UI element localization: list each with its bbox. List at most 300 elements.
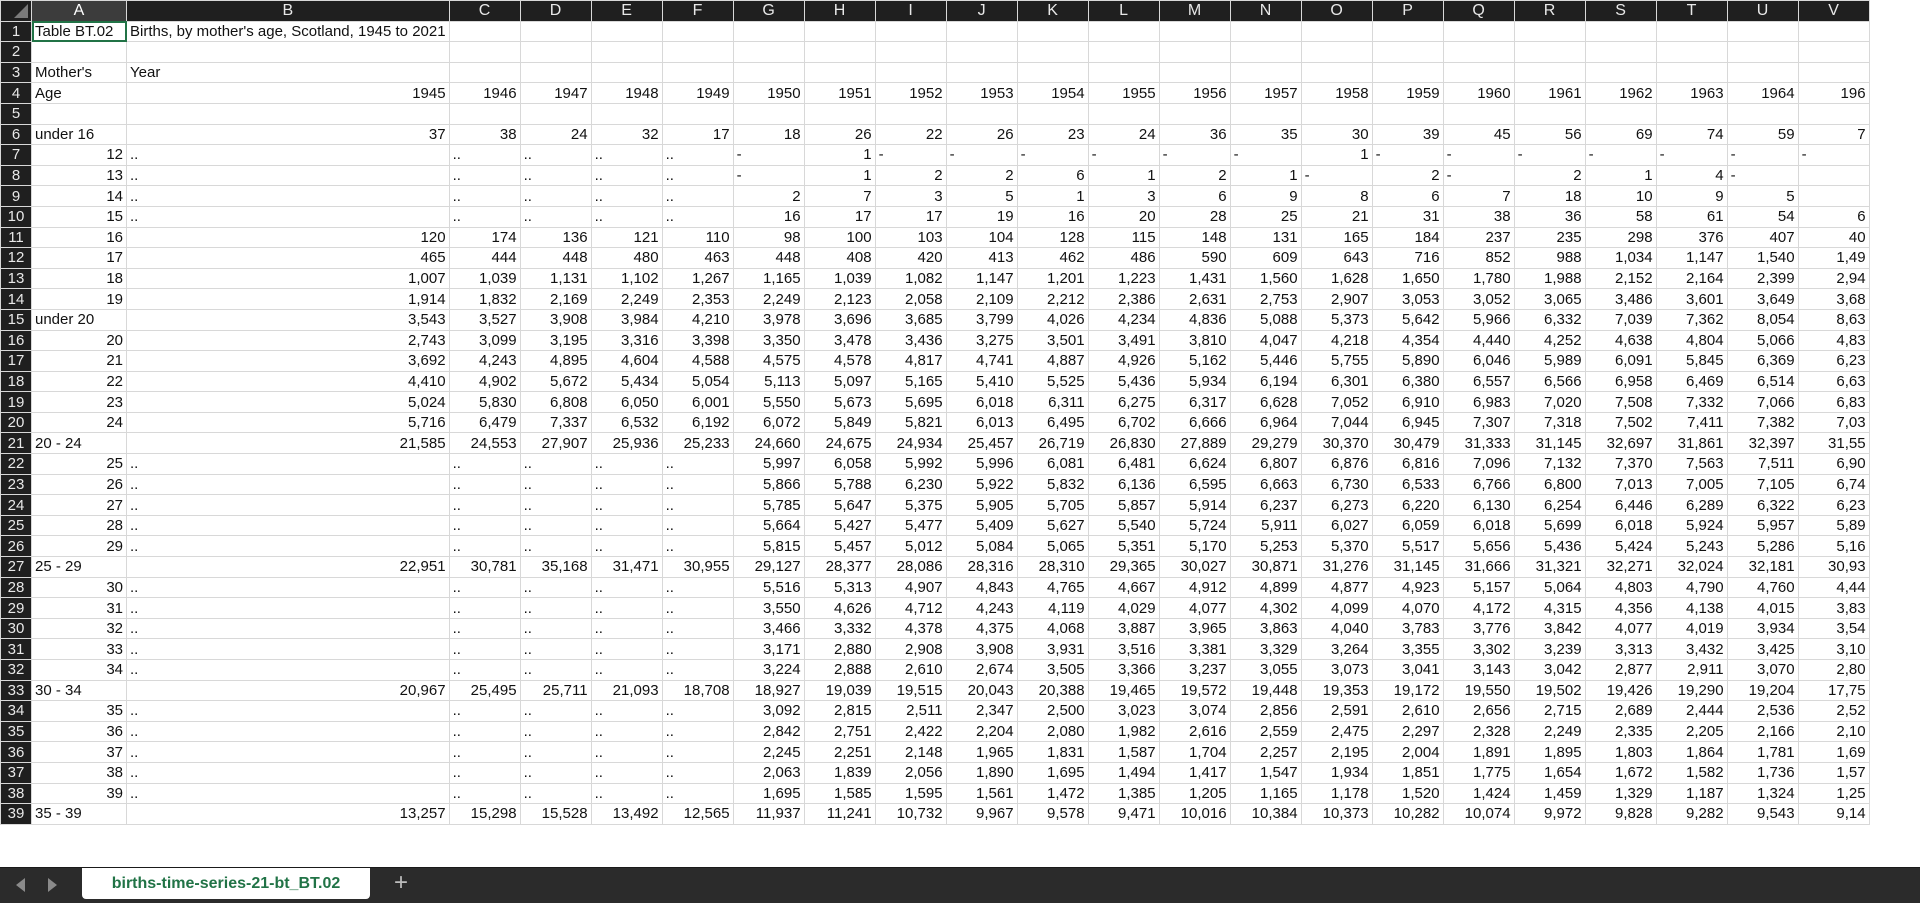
cell-a9[interactable]: 14	[32, 186, 127, 207]
cell-o39[interactable]: 10,373	[1301, 804, 1372, 825]
cell-a2[interactable]	[32, 42, 127, 63]
cell-k9[interactable]: 1	[1017, 186, 1088, 207]
cell-i2[interactable]	[875, 42, 946, 63]
cell-p19[interactable]: 6,910	[1372, 392, 1443, 413]
cell-b11[interactable]: 120	[127, 227, 450, 248]
cell-j26[interactable]: 5,084	[946, 536, 1017, 557]
cell-o14[interactable]: 2,907	[1301, 289, 1372, 310]
cell-q3[interactable]	[1443, 62, 1514, 83]
cell-s34[interactable]: 2,689	[1585, 701, 1656, 722]
cell-b5[interactable]	[127, 103, 450, 124]
cell-n17[interactable]: 5,446	[1230, 351, 1301, 372]
cell-o28[interactable]: 4,877	[1301, 577, 1372, 598]
cell-k8[interactable]: 6	[1017, 165, 1088, 186]
cell-u6[interactable]: 59	[1727, 124, 1798, 145]
column-header-h[interactable]: H	[804, 1, 875, 22]
cell-a34[interactable]: 35	[32, 701, 127, 722]
cell-k35[interactable]: 2,080	[1017, 721, 1088, 742]
cell-t27[interactable]: 32,024	[1656, 557, 1727, 578]
cell-h30[interactable]: 3,332	[804, 618, 875, 639]
cell-c2[interactable]	[449, 42, 520, 63]
cell-o17[interactable]: 5,755	[1301, 351, 1372, 372]
cell-h38[interactable]: 1,585	[804, 783, 875, 804]
cell-t19[interactable]: 7,332	[1656, 392, 1727, 413]
cell-k3[interactable]	[1017, 62, 1088, 83]
cell-m3[interactable]	[1159, 62, 1230, 83]
cell-k25[interactable]: 5,627	[1017, 515, 1088, 536]
cell-n35[interactable]: 2,559	[1230, 721, 1301, 742]
cell-k15[interactable]: 4,026	[1017, 309, 1088, 330]
cell-q14[interactable]: 3,052	[1443, 289, 1514, 310]
cell-m32[interactable]: 3,237	[1159, 660, 1230, 681]
cell-p11[interactable]: 184	[1372, 227, 1443, 248]
cell-n14[interactable]: 2,753	[1230, 289, 1301, 310]
cell-i8[interactable]: 2	[875, 165, 946, 186]
cell-b17[interactable]: 3,692	[127, 351, 450, 372]
cell-a8[interactable]: 13	[32, 165, 127, 186]
cell-r34[interactable]: 2,715	[1514, 701, 1585, 722]
cell-n11[interactable]: 131	[1230, 227, 1301, 248]
cell-p38[interactable]: 1,520	[1372, 783, 1443, 804]
cell-o6[interactable]: 30	[1301, 124, 1372, 145]
cell-j30[interactable]: 4,375	[946, 618, 1017, 639]
cell-h19[interactable]: 5,673	[804, 392, 875, 413]
cell-e36[interactable]: ..	[591, 742, 662, 763]
cell-q2[interactable]	[1443, 42, 1514, 63]
cell-f26[interactable]: ..	[662, 536, 733, 557]
cell-d1[interactable]	[520, 21, 591, 42]
cell-c8[interactable]: ..	[449, 165, 520, 186]
cell-m10[interactable]: 28	[1159, 206, 1230, 227]
cell-o23[interactable]: 6,730	[1301, 474, 1372, 495]
cell-v13[interactable]: 2,94	[1798, 268, 1869, 289]
cell-d39[interactable]: 15,528	[520, 804, 591, 825]
cell-i17[interactable]: 4,817	[875, 351, 946, 372]
cell-h14[interactable]: 2,123	[804, 289, 875, 310]
cell-o27[interactable]: 31,276	[1301, 557, 1372, 578]
cell-v24[interactable]: 6,23	[1798, 495, 1869, 516]
cell-s21[interactable]: 32,697	[1585, 433, 1656, 454]
cell-g19[interactable]: 5,550	[733, 392, 804, 413]
cell-m7[interactable]: -	[1159, 145, 1230, 166]
cell-b36[interactable]: ..	[127, 742, 450, 763]
cell-g21[interactable]: 24,660	[733, 433, 804, 454]
cell-j11[interactable]: 104	[946, 227, 1017, 248]
cell-k30[interactable]: 4,068	[1017, 618, 1088, 639]
cell-d32[interactable]: ..	[520, 660, 591, 681]
cell-p18[interactable]: 6,380	[1372, 371, 1443, 392]
column-header-c[interactable]: C	[449, 1, 520, 22]
cell-o20[interactable]: 7,044	[1301, 412, 1372, 433]
cell-p16[interactable]: 4,354	[1372, 330, 1443, 351]
cell-e38[interactable]: ..	[591, 783, 662, 804]
previous-sheet-icon[interactable]	[16, 878, 25, 892]
cell-i30[interactable]: 4,378	[875, 618, 946, 639]
cell-c4[interactable]: 1946	[449, 83, 520, 104]
cell-t22[interactable]: 7,563	[1656, 454, 1727, 475]
cell-s4[interactable]: 1962	[1585, 83, 1656, 104]
cell-h16[interactable]: 3,478	[804, 330, 875, 351]
cell-s26[interactable]: 5,424	[1585, 536, 1656, 557]
cell-t23[interactable]: 7,005	[1656, 474, 1727, 495]
cell-q23[interactable]: 6,766	[1443, 474, 1514, 495]
cell-i18[interactable]: 5,165	[875, 371, 946, 392]
cell-l38[interactable]: 1,385	[1088, 783, 1159, 804]
cell-u29[interactable]: 4,015	[1727, 598, 1798, 619]
cell-b18[interactable]: 4,410	[127, 371, 450, 392]
cell-q17[interactable]: 6,046	[1443, 351, 1514, 372]
cell-j34[interactable]: 2,347	[946, 701, 1017, 722]
cell-a22[interactable]: 25	[32, 454, 127, 475]
cell-g2[interactable]	[733, 42, 804, 63]
cell-b34[interactable]: ..	[127, 701, 450, 722]
cell-t34[interactable]: 2,444	[1656, 701, 1727, 722]
cell-i33[interactable]: 19,515	[875, 680, 946, 701]
cell-c10[interactable]: ..	[449, 206, 520, 227]
cell-u7[interactable]: -	[1727, 145, 1798, 166]
cell-u12[interactable]: 1,540	[1727, 248, 1798, 269]
cell-r18[interactable]: 6,566	[1514, 371, 1585, 392]
cell-j19[interactable]: 6,018	[946, 392, 1017, 413]
cell-a3[interactable]: Mother's	[32, 62, 127, 83]
cell-u24[interactable]: 6,322	[1727, 495, 1798, 516]
cell-n25[interactable]: 5,911	[1230, 515, 1301, 536]
cell-e29[interactable]: ..	[591, 598, 662, 619]
cell-d21[interactable]: 27,907	[520, 433, 591, 454]
cell-d27[interactable]: 35,168	[520, 557, 591, 578]
cell-c36[interactable]: ..	[449, 742, 520, 763]
cell-e30[interactable]: ..	[591, 618, 662, 639]
cell-l12[interactable]: 486	[1088, 248, 1159, 269]
cell-m15[interactable]: 4,836	[1159, 309, 1230, 330]
cell-d13[interactable]: 1,131	[520, 268, 591, 289]
cell-k12[interactable]: 462	[1017, 248, 1088, 269]
cell-l6[interactable]: 24	[1088, 124, 1159, 145]
cell-o15[interactable]: 5,373	[1301, 309, 1372, 330]
cell-v31[interactable]: 3,10	[1798, 639, 1869, 660]
cell-e31[interactable]: ..	[591, 639, 662, 660]
cell-n9[interactable]: 9	[1230, 186, 1301, 207]
cell-n10[interactable]: 25	[1230, 206, 1301, 227]
row-header[interactable]: 27	[1, 557, 32, 578]
cell-v39[interactable]: 9,14	[1798, 804, 1869, 825]
cell-a35[interactable]: 36	[32, 721, 127, 742]
cell-o7[interactable]: 1	[1301, 145, 1372, 166]
cell-f2[interactable]	[662, 42, 733, 63]
column-header-m[interactable]: M	[1159, 1, 1230, 22]
cell-h27[interactable]: 28,377	[804, 557, 875, 578]
cell-i15[interactable]: 3,685	[875, 309, 946, 330]
cell-k36[interactable]: 1,831	[1017, 742, 1088, 763]
cell-g14[interactable]: 2,249	[733, 289, 804, 310]
cell-h11[interactable]: 100	[804, 227, 875, 248]
cell-f16[interactable]: 3,398	[662, 330, 733, 351]
cell-t24[interactable]: 6,289	[1656, 495, 1727, 516]
cell-n12[interactable]: 609	[1230, 248, 1301, 269]
cell-g25[interactable]: 5,664	[733, 515, 804, 536]
cell-k22[interactable]: 6,081	[1017, 454, 1088, 475]
cell-h34[interactable]: 2,815	[804, 701, 875, 722]
cell-h9[interactable]: 7	[804, 186, 875, 207]
row-header[interactable]: 25	[1, 515, 32, 536]
cell-g17[interactable]: 4,575	[733, 351, 804, 372]
cell-m23[interactable]: 6,595	[1159, 474, 1230, 495]
cell-o21[interactable]: 30,370	[1301, 433, 1372, 454]
cell-p39[interactable]: 10,282	[1372, 804, 1443, 825]
cell-f32[interactable]: ..	[662, 660, 733, 681]
cell-b30[interactable]: ..	[127, 618, 450, 639]
cell-v32[interactable]: 2,80	[1798, 660, 1869, 681]
cell-f8[interactable]: ..	[662, 165, 733, 186]
cell-h7[interactable]: 1	[804, 145, 875, 166]
cell-p37[interactable]: 1,851	[1372, 762, 1443, 783]
cell-h18[interactable]: 5,097	[804, 371, 875, 392]
cell-g35[interactable]: 2,842	[733, 721, 804, 742]
cell-m21[interactable]: 27,889	[1159, 433, 1230, 454]
cell-e13[interactable]: 1,102	[591, 268, 662, 289]
cell-f1[interactable]	[662, 21, 733, 42]
cell-j20[interactable]: 6,013	[946, 412, 1017, 433]
cell-v5[interactable]	[1798, 103, 1869, 124]
cell-r30[interactable]: 3,842	[1514, 618, 1585, 639]
cell-l30[interactable]: 3,887	[1088, 618, 1159, 639]
cell-l17[interactable]: 4,926	[1088, 351, 1159, 372]
cell-n29[interactable]: 4,302	[1230, 598, 1301, 619]
cell-g8[interactable]: -	[733, 165, 804, 186]
cell-p22[interactable]: 6,816	[1372, 454, 1443, 475]
cell-u37[interactable]: 1,736	[1727, 762, 1798, 783]
cell-r31[interactable]: 3,239	[1514, 639, 1585, 660]
cell-v12[interactable]: 1,49	[1798, 248, 1869, 269]
cell-p9[interactable]: 6	[1372, 186, 1443, 207]
cell-j21[interactable]: 25,457	[946, 433, 1017, 454]
cell-c38[interactable]: ..	[449, 783, 520, 804]
cell-k28[interactable]: 4,765	[1017, 577, 1088, 598]
cell-o29[interactable]: 4,099	[1301, 598, 1372, 619]
cell-v21[interactable]: 31,55	[1798, 433, 1869, 454]
cell-u8[interactable]: -	[1727, 165, 1798, 186]
cell-p33[interactable]: 19,172	[1372, 680, 1443, 701]
cell-m6[interactable]: 36	[1159, 124, 1230, 145]
cell-f15[interactable]: 4,210	[662, 309, 733, 330]
cell-k21[interactable]: 26,719	[1017, 433, 1088, 454]
cell-j31[interactable]: 3,908	[946, 639, 1017, 660]
cell-d15[interactable]: 3,908	[520, 309, 591, 330]
cell-q1[interactable]	[1443, 21, 1514, 42]
add-sheet-button[interactable]: +	[393, 869, 408, 896]
cell-k37[interactable]: 1,695	[1017, 762, 1088, 783]
cell-k20[interactable]: 6,495	[1017, 412, 1088, 433]
column-header-s[interactable]: S	[1585, 1, 1656, 22]
cell-g20[interactable]: 6,072	[733, 412, 804, 433]
cell-t5[interactable]	[1656, 103, 1727, 124]
cell-i14[interactable]: 2,058	[875, 289, 946, 310]
cell-a19[interactable]: 23	[32, 392, 127, 413]
cell-s32[interactable]: 2,877	[1585, 660, 1656, 681]
cell-j5[interactable]	[946, 103, 1017, 124]
cell-p13[interactable]: 1,650	[1372, 268, 1443, 289]
cell-h37[interactable]: 1,839	[804, 762, 875, 783]
cell-i1[interactable]	[875, 21, 946, 42]
cell-d16[interactable]: 3,195	[520, 330, 591, 351]
cell-p35[interactable]: 2,297	[1372, 721, 1443, 742]
cell-u20[interactable]: 7,382	[1727, 412, 1798, 433]
cell-c34[interactable]: ..	[449, 701, 520, 722]
cell-g39[interactable]: 11,937	[733, 804, 804, 825]
cell-q22[interactable]: 7,096	[1443, 454, 1514, 475]
cell-l14[interactable]: 2,386	[1088, 289, 1159, 310]
cell-o8[interactable]: -	[1301, 165, 1372, 186]
cell-o9[interactable]: 8	[1301, 186, 1372, 207]
cell-o12[interactable]: 643	[1301, 248, 1372, 269]
cell-r17[interactable]: 5,989	[1514, 351, 1585, 372]
cell-c1[interactable]	[449, 21, 520, 42]
cell-b3[interactable]: Year	[127, 62, 450, 83]
cell-i4[interactable]: 1952	[875, 83, 946, 104]
cell-c11[interactable]: 174	[449, 227, 520, 248]
cell-p3[interactable]	[1372, 62, 1443, 83]
column-header-f[interactable]: F	[662, 1, 733, 22]
row-header[interactable]: 39	[1, 804, 32, 825]
cell-u16[interactable]: 5,066	[1727, 330, 1798, 351]
cell-n32[interactable]: 3,055	[1230, 660, 1301, 681]
cell-m11[interactable]: 148	[1159, 227, 1230, 248]
cell-j24[interactable]: 5,905	[946, 495, 1017, 516]
cell-d28[interactable]: ..	[520, 577, 591, 598]
cell-n2[interactable]	[1230, 42, 1301, 63]
cell-s30[interactable]: 4,077	[1585, 618, 1656, 639]
cell-d31[interactable]: ..	[520, 639, 591, 660]
cell-v20[interactable]: 7,03	[1798, 412, 1869, 433]
cell-u9[interactable]: 5	[1727, 186, 1798, 207]
row-header[interactable]: 37	[1, 762, 32, 783]
cell-g30[interactable]: 3,466	[733, 618, 804, 639]
cell-h35[interactable]: 2,751	[804, 721, 875, 742]
cell-n38[interactable]: 1,165	[1230, 783, 1301, 804]
cell-l16[interactable]: 3,491	[1088, 330, 1159, 351]
cell-m17[interactable]: 5,162	[1159, 351, 1230, 372]
cell-h20[interactable]: 5,849	[804, 412, 875, 433]
cell-l3[interactable]	[1088, 62, 1159, 83]
cell-l32[interactable]: 3,366	[1088, 660, 1159, 681]
cell-p1[interactable]	[1372, 21, 1443, 42]
cell-v23[interactable]: 6,74	[1798, 474, 1869, 495]
cell-r37[interactable]: 1,654	[1514, 762, 1585, 783]
cell-l33[interactable]: 19,465	[1088, 680, 1159, 701]
cell-g38[interactable]: 1,695	[733, 783, 804, 804]
cell-d19[interactable]: 6,808	[520, 392, 591, 413]
cell-b32[interactable]: ..	[127, 660, 450, 681]
cell-n30[interactable]: 3,863	[1230, 618, 1301, 639]
cell-k29[interactable]: 4,119	[1017, 598, 1088, 619]
cell-t26[interactable]: 5,243	[1656, 536, 1727, 557]
cell-d14[interactable]: 2,169	[520, 289, 591, 310]
cell-k31[interactable]: 3,931	[1017, 639, 1088, 660]
cell-r39[interactable]: 9,972	[1514, 804, 1585, 825]
cell-q39[interactable]: 10,074	[1443, 804, 1514, 825]
row-header[interactable]: 23	[1, 474, 32, 495]
cell-m9[interactable]: 6	[1159, 186, 1230, 207]
cell-m5[interactable]	[1159, 103, 1230, 124]
cell-n5[interactable]	[1230, 103, 1301, 124]
row-header[interactable]: 26	[1, 536, 32, 557]
cell-r19[interactable]: 7,020	[1514, 392, 1585, 413]
cell-q9[interactable]: 7	[1443, 186, 1514, 207]
cell-c7[interactable]: ..	[449, 145, 520, 166]
cell-a11[interactable]: 16	[32, 227, 127, 248]
cell-c37[interactable]: ..	[449, 762, 520, 783]
column-header-i[interactable]: I	[875, 1, 946, 22]
row-header[interactable]: 13	[1, 268, 32, 289]
cell-b38[interactable]: ..	[127, 783, 450, 804]
cell-t39[interactable]: 9,282	[1656, 804, 1727, 825]
cell-f28[interactable]: ..	[662, 577, 733, 598]
cell-a14[interactable]: 19	[32, 289, 127, 310]
cell-f38[interactable]: ..	[662, 783, 733, 804]
cell-n22[interactable]: 6,807	[1230, 454, 1301, 475]
cell-f31[interactable]: ..	[662, 639, 733, 660]
cell-m8[interactable]: 2	[1159, 165, 1230, 186]
cell-m20[interactable]: 6,666	[1159, 412, 1230, 433]
cell-q28[interactable]: 5,157	[1443, 577, 1514, 598]
cell-r23[interactable]: 6,800	[1514, 474, 1585, 495]
cell-m33[interactable]: 19,572	[1159, 680, 1230, 701]
cell-v35[interactable]: 2,10	[1798, 721, 1869, 742]
cell-v25[interactable]: 5,89	[1798, 515, 1869, 536]
cell-i22[interactable]: 5,992	[875, 454, 946, 475]
cell-i5[interactable]	[875, 103, 946, 124]
cell-m28[interactable]: 4,912	[1159, 577, 1230, 598]
cell-a5[interactable]	[32, 103, 127, 124]
cell-b33[interactable]: 20,967	[127, 680, 450, 701]
cell-v11[interactable]: 40	[1798, 227, 1869, 248]
cell-a6[interactable]: under 16	[32, 124, 127, 145]
cell-p27[interactable]: 31,145	[1372, 557, 1443, 578]
cell-d18[interactable]: 5,672	[520, 371, 591, 392]
cell-v26[interactable]: 5,16	[1798, 536, 1869, 557]
cell-j25[interactable]: 5,409	[946, 515, 1017, 536]
cell-l10[interactable]: 20	[1088, 206, 1159, 227]
cell-d37[interactable]: ..	[520, 762, 591, 783]
cell-f3[interactable]	[662, 62, 733, 83]
cell-a17[interactable]: 21	[32, 351, 127, 372]
column-header-t[interactable]: T	[1656, 1, 1727, 22]
cell-i6[interactable]: 22	[875, 124, 946, 145]
cell-h13[interactable]: 1,039	[804, 268, 875, 289]
row-header[interactable]: 21	[1, 433, 32, 454]
cell-g27[interactable]: 29,127	[733, 557, 804, 578]
cell-q18[interactable]: 6,557	[1443, 371, 1514, 392]
cell-v22[interactable]: 6,90	[1798, 454, 1869, 475]
cell-h23[interactable]: 5,788	[804, 474, 875, 495]
cell-k10[interactable]: 16	[1017, 206, 1088, 227]
cell-k11[interactable]: 128	[1017, 227, 1088, 248]
row-header[interactable]: 5	[1, 103, 32, 124]
cell-l1[interactable]	[1088, 21, 1159, 42]
cell-u2[interactable]	[1727, 42, 1798, 63]
cell-d9[interactable]: ..	[520, 186, 591, 207]
cell-c39[interactable]: 15,298	[449, 804, 520, 825]
row-header[interactable]: 30	[1, 618, 32, 639]
cell-d4[interactable]: 1947	[520, 83, 591, 104]
cell-k7[interactable]: -	[1017, 145, 1088, 166]
cell-a20[interactable]: 24	[32, 412, 127, 433]
cell-p6[interactable]: 39	[1372, 124, 1443, 145]
cell-q26[interactable]: 5,656	[1443, 536, 1514, 557]
cell-r11[interactable]: 235	[1514, 227, 1585, 248]
cell-r21[interactable]: 31,145	[1514, 433, 1585, 454]
cell-s35[interactable]: 2,335	[1585, 721, 1656, 742]
